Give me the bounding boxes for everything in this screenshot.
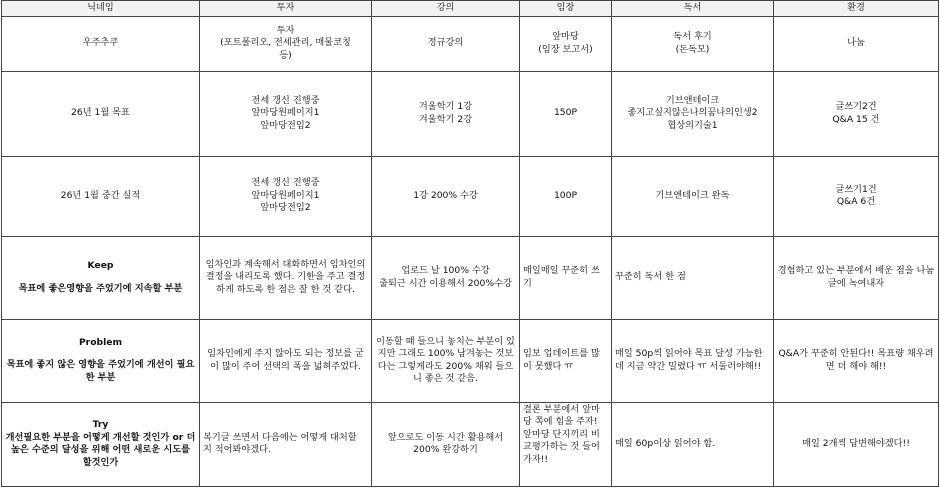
problem-invest-cell: 임차인에게 주지 않아도 되는 정보를 굳이 많이 주어 선택의 폭을 넓혀주었다. — [200, 319, 372, 402]
problem-label-cell — [2, 319, 200, 402]
keep-reading-cell: 꾸준히 독서 한 점 — [612, 236, 774, 319]
subheader-row — [2, 16, 939, 71]
keep-invest-cell: 임차인과 계속해서 대화하면서 임차인의 결정을 내리도록 했다. 기한을 주고 결정하게 하도록 한 점은 잘 한 것 같다. — [200, 236, 372, 319]
goal-reading-line: 기브앤테이크 — [665, 94, 720, 106]
goal-lecture-line: 겨울학기 1강 — [418, 101, 473, 112]
goal-env-line: Q&A 15 건 — [832, 113, 880, 125]
env-category-cell: 나눔 — [774, 16, 939, 71]
nickname-cell: 우주추쿠 — [2, 16, 200, 71]
keep-label-cell — [2, 236, 200, 319]
header-invest: 투자 — [200, 1, 372, 17]
goal-env-cell — [774, 71, 939, 156]
try-env-cell: 매일 2개씩 답변해야겠다!! — [774, 402, 939, 486]
keep-env-cell: 경험하고 있는 부분에서 배운 점을 나눔글에 녹여내자 — [774, 236, 939, 319]
reading-category-cell — [612, 16, 774, 71]
midterm-env-cell — [774, 156, 939, 236]
midterm-invest-line: 전세 갱신 진행중 — [251, 177, 320, 189]
try-lecture-cell: 앞으로도 이동 시간 활용해서 200% 완강하기 — [372, 402, 520, 486]
midterm-invest-cell — [200, 156, 372, 236]
imjang-category-line: 앞마당 — [552, 31, 579, 42]
problem-env-cell: Q&A가 꾸준히 안된다!! 목표량 채우려면 더 해야 해!! — [774, 319, 939, 402]
midterm-label: 26년 1월 중간 실적 — [2, 156, 200, 236]
midterm-env-line: 글쓰기1건 — [835, 183, 877, 195]
header-reading: 독서 — [612, 1, 774, 17]
goal-reading-line: 좋지고싶지않은나의꿈나의인생2 — [627, 107, 758, 119]
try-reading-cell: 매일 60p이상 읽어야 함. — [612, 402, 774, 486]
midterm-lecture-cell: 1강 200% 수강 — [372, 156, 520, 236]
keep-title: Keep — [87, 260, 114, 271]
try-row — [2, 402, 939, 486]
goal-lecture-cell — [372, 71, 520, 156]
problem-lecture-cell: 이동할 때 들으니 놓치는 부분이 있지만 그래도 100% 남겨놓는 것보다는 그렇게라도 200% 채워 들으니 좋은 것 같음. — [372, 319, 520, 402]
goal-env-line: 글쓰기2건 — [835, 101, 877, 112]
midterm-imjang-cell: 100P — [520, 156, 612, 236]
problem-description: 목표에 좋지 않은 영향을 주었기에 개선이 필요한 부분 — [6, 359, 195, 383]
midterm-invest-line: 앞마당원페이지1 — [251, 189, 320, 201]
goal-invest-cell — [200, 71, 372, 156]
goal-reading-cell — [612, 71, 774, 156]
goal-invest-line: 앞마당원페이지1 — [251, 107, 320, 119]
goal-row — [2, 71, 939, 156]
midterm-reading-cell: 기브앤테이크 완독 — [612, 156, 774, 236]
imjang-category-cell — [520, 16, 612, 71]
problem-row — [2, 319, 939, 402]
reading-category-line: 독서 후기 — [673, 31, 712, 42]
invest-category-line: 투자 — [276, 24, 295, 36]
header-row — [2, 1, 939, 17]
goal-label: 26년 1월 목표 — [2, 71, 200, 156]
problem-reading-cell: 매일 50p씩 읽어야 목표 달성 가능한데 지금 약간 밀렸다 ㅠ 서둘러야해!! — [612, 319, 774, 402]
lecture-category-cell: 정규강의 — [372, 16, 520, 71]
keep-row — [2, 236, 939, 319]
retrospective-table — [1, 0, 939, 487]
goal-imjang-cell: 150P — [520, 71, 612, 156]
imjang-category-line: (임장 보고서) — [538, 43, 593, 55]
keep-lecture-cell: 업로드 날 100% 수강 출퇴근 시간 이용해서 200%수강 — [372, 236, 520, 319]
try-title: Try — [92, 419, 109, 430]
invest-category-line: (포트폴리오, 전세관리, 매물코칭 — [220, 37, 351, 49]
invest-category-cell — [200, 16, 372, 71]
goal-invest-line: 전세 갱신 진행중 — [251, 94, 320, 106]
keep-description: 목표에 좋은영향을 주었기에 지속할 부분 — [18, 282, 183, 294]
try-description: 개선필요한 부분을 어떻게 개선할 것인가 or 더 높은 수준의 달성을 위해 어떤 새로운 시도를 할것인가 — [5, 431, 196, 468]
goal-reading-line: 협상의기술1 — [667, 119, 718, 131]
goal-invest-line: 앞마당전임2 — [260, 119, 311, 131]
midterm-row — [2, 156, 939, 236]
reading-category-line: (돈독모) — [675, 43, 710, 55]
header-imjang: 임장 — [520, 1, 612, 17]
goal-lecture-line: 겨울학기 2강 — [418, 113, 473, 125]
midterm-env-line: Q&A 6건 — [836, 196, 876, 207]
header-nickname: 닉네임 — [2, 1, 200, 17]
try-label-cell — [2, 402, 200, 486]
midterm-invest-line: 앞마당전임2 — [260, 202, 311, 214]
keep-imjang-cell: 매일매일 꾸준히 쓰기 — [520, 236, 612, 319]
header-lecture: 강의 — [372, 1, 520, 17]
header-environment: 환경 — [774, 1, 939, 17]
try-invest-cell: 복기글 쓰면서 다음에는 어떻게 대처할 지 적어봐야겠다. — [200, 402, 372, 486]
try-imjang-cell: 결론 부분에서 앞마당 쪽에 힘을 주자! 앞마당 단지끼리 비교평가하는 것 들어가자!! — [520, 402, 612, 486]
invest-category-line: 등) — [279, 49, 292, 61]
problem-imjang-cell: 임보 업데이트를 많이 못했다 ㅠ — [520, 319, 612, 402]
problem-title: Problem — [78, 336, 123, 348]
